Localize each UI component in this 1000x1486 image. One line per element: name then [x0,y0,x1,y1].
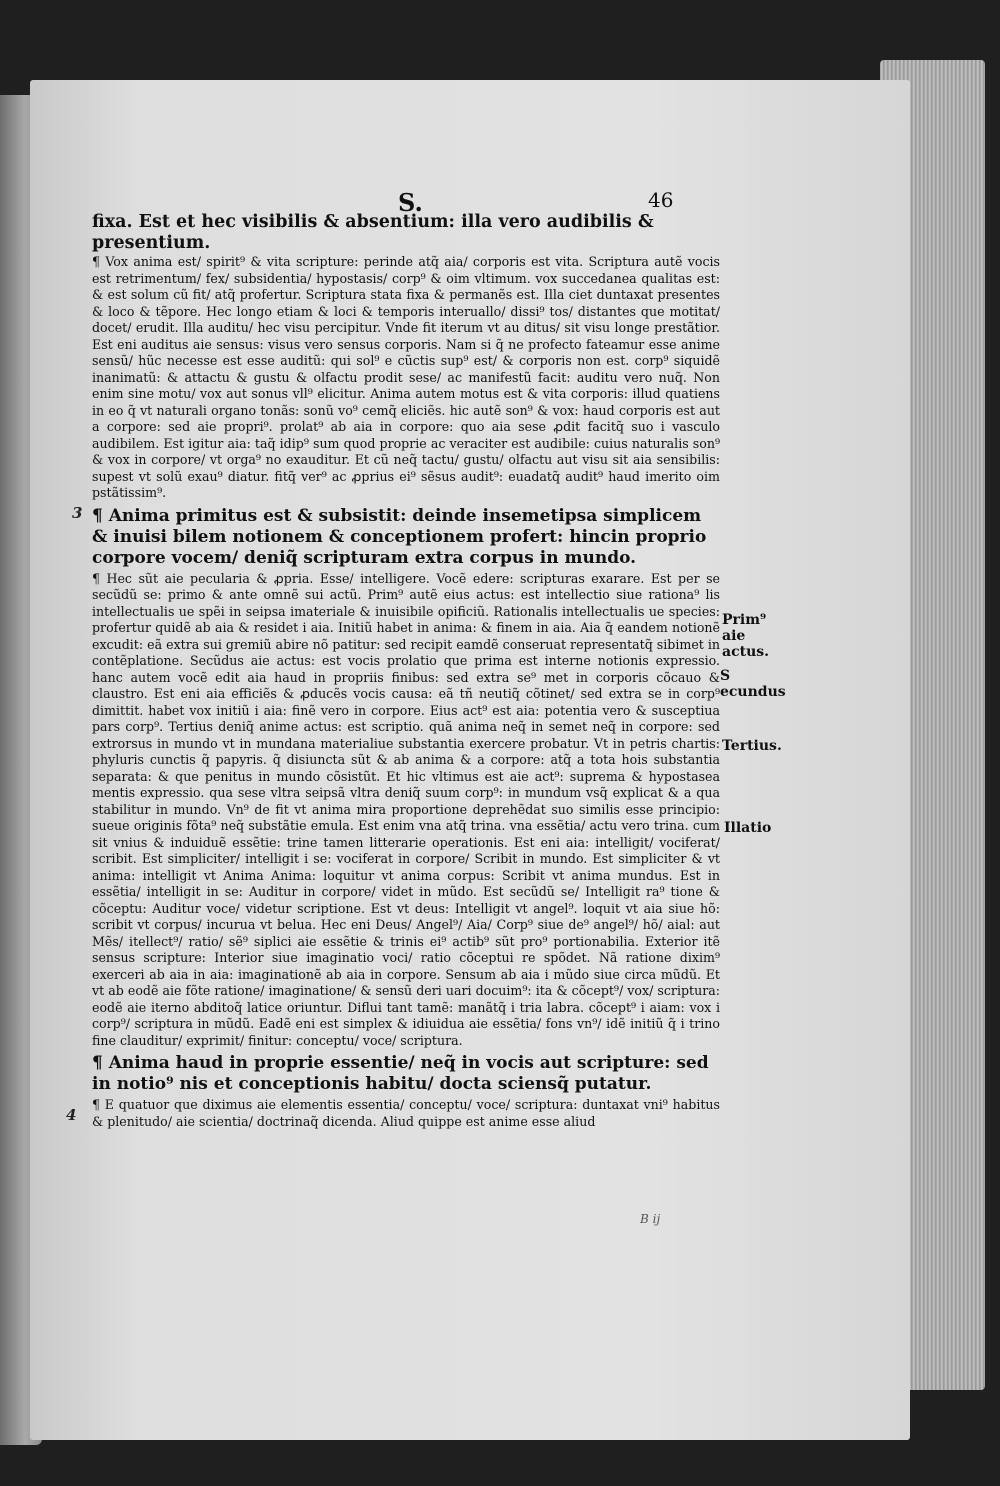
paragraph: fixa. Est et hec visibilis & absentium: illa vero audibilis & presentium. [92,212,654,253]
folio-number: 46 [648,188,674,212]
margin-note-illatio: Illatio [724,820,772,836]
margin-note-secundus: S ecundus [720,668,786,700]
paragraph: ¶ Vox anima est/ spirit⁹ & vita scripture: perinde atq̃ aia/ corporis est vita. Scriptura autẽ vocis est retrimentum/ fex/ subsidentia/ hypostasis/ corp⁹ & oim vltimum. vox succedanea qualitas est: & est solum cũ fit/ atq̃ profertur. Scriptura stata fixa & permanẽs est. Illa ciet duntaxat presentes & loco & tẽpore. Hec longo etiam & loci & temporis interuallo/ dissi⁹ tos/ distantes que motitat/ docet/ erudit. Illa auditu/ hec visu percipitur. Vnde fit iterum vt au ditus/ sit visu longe prestãtior. Est eni auditus aie sensus: visus vero sensus corporis. Nam si q̃ ne profecto fateamur esse anime sensũ/ hũc necesse est esse auditũ: qui sol⁹ e cũctis sup⁹ est/ & corporis non est. corp⁹ siquidẽ inanimatũ: & attactu & gustu & olfactu prodit sese/ ac manifestũ facit: auditu vero nuq̃. Non enim sine motu/ vox aut sonus vll⁹ elicitur. Anima autem motus est & vita corporis: illud quatiens in eo q̃ vt naturali organo tonãs: sonũ vo⁹ cemq̃ eliciẽs. hic autẽ son⁹ & vox: haud corporis est aut a corpore: sed aie propri⁹. prolat⁹ ab aia in corpore: quo aia sese ꝓdit facitq̃ suo i vasculo audibilem. Est igitur aia: taq̃ idip⁹ sum quod proprie ac veraciter est audibile: cuius naturalis son⁹ & vox in corpore/ vt orga⁹ no exauditur. Et cũ neq̃ tactu/ gustu/ olfactu aut visu sit aia sensibilis: supest vt solũ exau⁹ diatur. fitq̃ ver⁹ ac ꝓprius ei⁹ sẽsus audit⁹: euadatq̃ audit⁹ haud imerito oim pstãtissim⁹. [92,254,720,500]
gathering-signature: S. [398,188,423,217]
body-text [92,212,720,1130]
margin-note-primus: Prim⁹ aie actus. [722,612,769,660]
manuscript-number: 4 [66,1106,77,1124]
paragraph: ¶ E quatuor que diximus aie elementis essentia/ conceptu/ voce/ scriptura: duntaxat vni⁹ habitus & plenitudo/ aie scientia/ doctrinaq̃ dicenda. Aliud quippe est anime esse aliud [92,1097,720,1129]
proposition: ¶ Anima primitus est & subsistit: deinde insemetipsa simplicem & inuisi bilem notionem & conceptionem profert: hincin proprio corpore vocem/ deniq̃ scripturam extra corpus in mundo. [92,505,707,568]
manuscript-number: 3 [72,504,83,522]
proposition: ¶ Anima haud in proprie essentie/ neq̃ in vocis aut scripture: sed in notio⁹ nis et conceptionis habitu/ docta sciensq̃ putatur. [92,1053,709,1094]
paragraph: ¶ Hec sũt aie pecularia & ꝓpria. Esse/ intelligere. Vocẽ edere: scripturas exarare. Est per se secũdũ se: primo & ante omnẽ sui actũ. Prim⁹ autẽ eius actus: est intellectio siue rationa⁹ lis intellectualis ue spẽi in seipsa imateriale & inuisibile opificiũ. Rationalis intellectualis ue species: profertur quidẽ ab aia & residet i aia. Initiũ habet in anima: & finem in aia. Aia q̃ eandem notionẽ excudit: eã extra sui gremiũ abire nõ patitur: sed recipit eamdẽ conseruat representatq̃ sibimet in contẽplatione. Secũdus aie actus: est vocis prolatio que prima est interne notionis expressio. hanc autem vocẽ edit aia haud in propriis finibus: sed extra se⁹ met in corporis cõcauo & claustro. Est eni aia efficiẽs & ꝓducẽs vocis causa: eã tñ neutiq̃ cõtinet/ sed extra se in corp⁹ dimittit. habet vox initiũ i aia: finẽ vero in corpore. Eius act⁹ est aia: potentia vero & susceptiua pars corp⁹. Tertius deniq̃ anime actus: est scriptio. quã anima neq̃ in semet neq̃ in corpore: sed extrorsus in mundo vt in mundana materialiue substantia exercere probatur. Vt in petris chartis: phyluris cunctis q̃ papyris. q̃ disiuncta sũt & ab anima & a corpore: atq̃ a tota hois substantia separata: & que penitus in mundo cõsistũt. Et hic vltimus est aie act⁹: suprema & hypostasea mentis expressio. qua sese vltra seipsã vltra deniq̃ suum corp⁹: in mundum vsq̃ explicat & a qua stabilitur in mundo. Vn⁹ de fit vt anima mira proportione deprehẽdat suo similis esse principio: sueue originis fõta⁹ neq̃ substãtie emula. Est enim vna atq̃ trina. vna essẽtia/ actu vero trina. cum sit vnius & induiduẽ essẽtie: trine tamen litterarie operationis. Est eni aia: intelligit/ vociferat/ scribit. Est simpliciter/ intelligit i se: vociferat in corpore/ Scribit in mundo. Est simpliciter & vt anima: intelligit vt Anima Anima: loquitur vt anima corpus: Scribit vt anima mundus. Est in essẽtia/ intelligit in se: Auditur in corpore/ videt in mũdo. Est secũdũ se/ Intelligit ra⁹ tione & cõceptu: Auditur voce/ videtur scriptione. Est vt deus: Intelligit vt angel⁹. loquit vt aia siue hõ: scribit vt corpus/ incurua vt belua. Hec eni Deus/ Angel⁹/ Aia/ Corp⁹ siue de⁹ angel⁹/ hõ/ aial: aut Mẽs/ itellect⁹/ ratio/ sẽ⁹ siplici aie essẽtie & trinis ei⁹ actib⁹ sũt pro⁹ portionabilia. Exterior itẽ sensus scripture: Interior siue imaginatio voci/ ratio cõceptui re spõdet. Nã ratione dixim⁹ exerceri ab aia in aia: imaginationẽ ab aia in corpore. Sensum ab aia i mũdo siue circa mũdũ. Et vt ab eodẽ aie fõte ratione/ imaginatione/ & sensũ deri uari docuim⁹: ita & cõcept⁹/ vox/ scriptura: eodẽ aie iterno abditoq̃ latice oriuntur. Diflui tant tamẽ: manãtq̃ i tria labra. cõcept⁹ i aiam: vox i corp⁹/ scriptura in mũdũ. Eadẽ eni est simplex & idiuidua aie essẽtia/ fons vn⁹/ idẽ initiũ q̃ i trino fine clauditur/ exprimit/ finitur: conceptu/ voce/ scriptura. [92,570,720,1048]
margin-note-tertius: Tertius. [722,738,782,754]
signature-mark: B ij [640,1212,661,1226]
